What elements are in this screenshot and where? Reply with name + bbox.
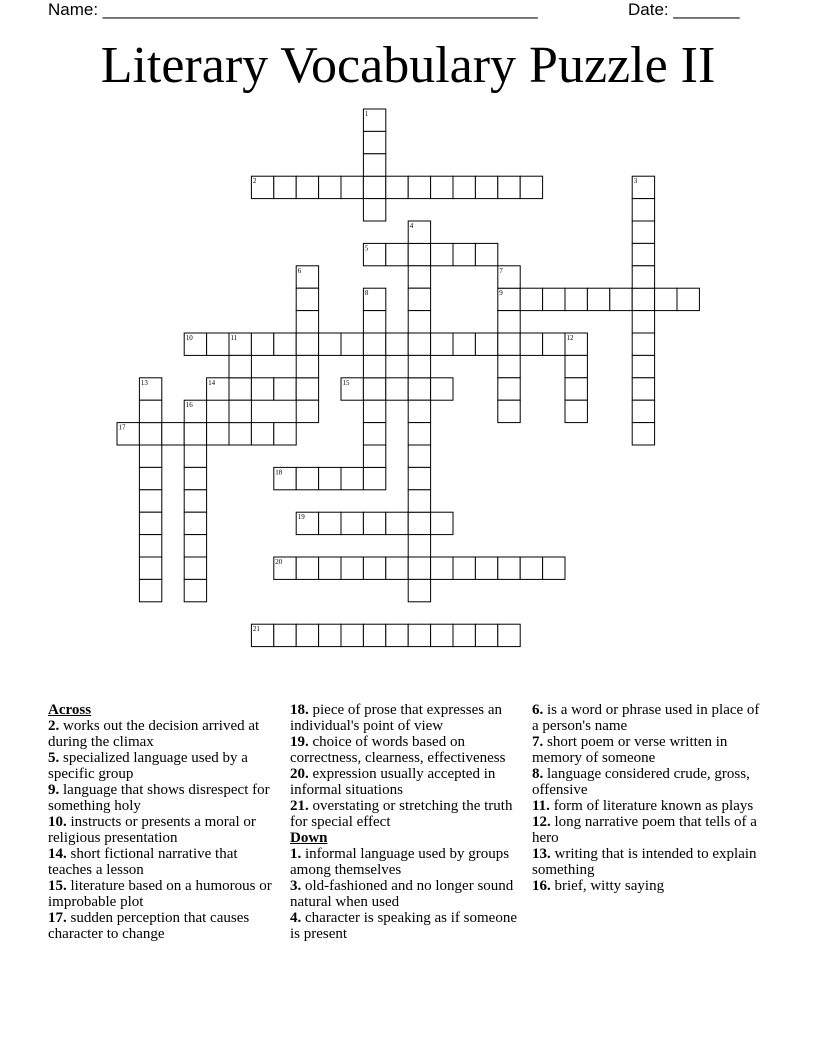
grid-cell[interactable] (139, 512, 161, 534)
grid-cell[interactable] (408, 490, 430, 512)
grid-cell[interactable] (520, 176, 542, 198)
grid-cell[interactable] (498, 288, 520, 310)
grid-cell[interactable] (408, 378, 430, 400)
grid-cell[interactable] (274, 176, 296, 198)
grid-cell[interactable] (475, 624, 497, 646)
clue-number: 19. (290, 734, 309, 750)
grid-cell[interactable] (319, 512, 341, 534)
cell-number: 8 (364, 289, 369, 298)
clue-text: overstating or stretching the truth for special effect (290, 798, 513, 830)
clue-number: 20. (290, 766, 309, 782)
clue-item (48, 910, 276, 942)
grid-cell[interactable] (498, 333, 520, 355)
grid-cell[interactable] (139, 378, 161, 400)
grid-cell[interactable] (296, 288, 318, 310)
grid-cell[interactable] (408, 243, 430, 265)
grid-cell[interactable] (475, 333, 497, 355)
grid-cell[interactable] (520, 557, 542, 579)
down-heading: Down (290, 830, 328, 846)
grid-cell[interactable] (363, 243, 385, 265)
grid-cell[interactable] (139, 579, 161, 601)
grid-cell[interactable] (363, 131, 385, 153)
grid-cell[interactable] (341, 624, 363, 646)
grid-cell[interactable] (363, 445, 385, 467)
grid-cell[interactable] (475, 243, 497, 265)
cell-number: 3 (633, 177, 638, 186)
cell-number: 12 (566, 334, 574, 342)
grid-cell[interactable] (184, 333, 206, 355)
puzzle-title: Literary Vocabulary Puzzle II (100, 37, 716, 94)
grid-cell[interactable] (408, 535, 430, 557)
clue-text: expression usually accepted in informal situations (290, 766, 496, 798)
clue-number: 7. (532, 734, 544, 750)
grid-cell[interactable] (565, 288, 587, 310)
grid-cell[interactable] (453, 333, 475, 355)
grid-cell[interactable] (139, 445, 161, 467)
grid-cell[interactable] (207, 423, 229, 445)
clue-number: 17. (48, 910, 67, 926)
grid-cell[interactable] (296, 557, 318, 579)
clue-text: form of literature known as plays (549, 798, 754, 814)
grid-cell[interactable] (408, 512, 430, 534)
grid-cell[interactable] (184, 579, 206, 601)
cell-number: 21 (252, 625, 260, 634)
grid-cell[interactable] (431, 557, 453, 579)
grid-cell[interactable] (632, 311, 654, 333)
clue-text: instructs or presents a moral or religious presentation (48, 814, 256, 846)
grid-cell[interactable] (229, 423, 251, 445)
clue-item (290, 766, 522, 798)
grid-cell[interactable] (408, 288, 430, 310)
cell-number: 16 (185, 401, 193, 410)
grid-cell[interactable] (408, 221, 430, 243)
grid-cell[interactable] (632, 199, 654, 221)
grid-cell[interactable] (408, 266, 430, 288)
grid-cell[interactable] (296, 333, 318, 355)
grid-cell[interactable] (139, 423, 161, 445)
grid-cell[interactable] (274, 467, 296, 489)
clue-text: is a word or phrase used in place of a person's name (532, 702, 760, 734)
grid-cell[interactable] (251, 423, 273, 445)
grid-cell[interactable] (408, 557, 430, 579)
clue-text: short poem or verse written in memory of someone (532, 734, 728, 766)
clue-item (48, 878, 276, 910)
grid-cell[interactable] (341, 512, 363, 534)
clue-number: 1. (290, 846, 302, 862)
clue-item (290, 878, 522, 910)
clue-number: 18. (290, 702, 309, 718)
grid-cell[interactable] (296, 266, 318, 288)
grid-cell[interactable] (251, 624, 273, 646)
grid-cell[interactable] (632, 288, 654, 310)
clue-text: short fictional narrative that teaches a lesson (48, 846, 238, 878)
grid-cell[interactable] (565, 400, 587, 422)
grid-cell[interactable] (139, 490, 161, 512)
grid-cell[interactable] (207, 378, 229, 400)
grid-cell[interactable] (431, 624, 453, 646)
clue-number: 15. (48, 878, 67, 894)
grid-cell[interactable] (184, 400, 206, 422)
grid-cell[interactable] (363, 557, 385, 579)
cell-number: 20 (275, 558, 283, 566)
grid-cell[interactable] (408, 400, 430, 422)
grid-cell[interactable] (319, 467, 341, 489)
grid-cell[interactable] (229, 333, 251, 355)
grid-cell[interactable] (453, 624, 475, 646)
grid-cell[interactable] (363, 311, 385, 333)
grid-cell[interactable] (453, 243, 475, 265)
grid-cell[interactable] (498, 311, 520, 333)
grid-cell[interactable] (363, 288, 385, 310)
grid-cell[interactable] (431, 176, 453, 198)
clue-item (48, 846, 276, 878)
grid-cell[interactable] (207, 333, 229, 355)
grid-cell[interactable] (229, 400, 251, 422)
grid-cell[interactable] (162, 423, 184, 445)
grid-cell[interactable] (319, 624, 341, 646)
clue-item (48, 814, 276, 846)
grid-cell[interactable] (251, 378, 273, 400)
clues-column-2 (290, 702, 522, 942)
clue-number: 4. (290, 910, 302, 926)
grid-cell[interactable] (431, 512, 453, 534)
clue-number: 5. (48, 750, 60, 766)
grid-cell[interactable] (587, 288, 609, 310)
clue-item (290, 734, 522, 766)
cell-number: 10 (185, 334, 193, 342)
clue-number: 12. (532, 814, 551, 830)
grid-cell[interactable] (296, 400, 318, 422)
clue-item (290, 702, 522, 734)
grid-cell[interactable] (274, 423, 296, 445)
grid-cell[interactable] (543, 557, 565, 579)
grid-cell[interactable] (431, 333, 453, 355)
grid-cell[interactable] (363, 333, 385, 355)
clue-item (532, 814, 764, 846)
grid-cell[interactable] (408, 579, 430, 601)
clues-column-1 (48, 702, 276, 942)
grid-cell[interactable] (408, 333, 430, 355)
grid-cell[interactable] (408, 445, 430, 467)
clue-item (290, 798, 522, 830)
grid-cell[interactable] (341, 378, 363, 400)
grid-cell[interactable] (431, 378, 453, 400)
cell-number: 4 (409, 222, 414, 230)
grid-cell[interactable] (498, 355, 520, 377)
grid-cell[interactable] (543, 333, 565, 355)
grid-cell[interactable] (632, 355, 654, 377)
grid-cell[interactable] (677, 288, 699, 310)
grid-cell[interactable] (408, 423, 430, 445)
grid-cell[interactable] (184, 445, 206, 467)
grid-cell[interactable] (386, 557, 408, 579)
grid-cell[interactable] (296, 311, 318, 333)
grid-cell[interactable] (296, 176, 318, 198)
clue-number: 3. (290, 878, 302, 894)
grid-cell[interactable] (184, 512, 206, 534)
grid-cell[interactable] (408, 624, 430, 646)
grid-cell[interactable] (498, 176, 520, 198)
cell-number: 2 (252, 177, 257, 186)
grid-cell[interactable] (229, 378, 251, 400)
grid-cell[interactable] (363, 176, 385, 198)
grid-cell[interactable] (498, 624, 520, 646)
grid-cell[interactable] (520, 288, 542, 310)
clue-number: 9. (48, 782, 60, 798)
grid-cell[interactable] (251, 176, 273, 198)
grid-cell[interactable] (632, 423, 654, 445)
grid-cell[interactable] (319, 176, 341, 198)
grid-cell[interactable] (184, 423, 206, 445)
clue-item (532, 702, 764, 734)
grid-cell[interactable] (274, 378, 296, 400)
cell-number: 17 (118, 423, 126, 432)
clue-item (532, 734, 764, 766)
grid-cell[interactable] (475, 557, 497, 579)
grid-cell[interactable] (363, 624, 385, 646)
clue-item (290, 910, 522, 942)
grid-cell[interactable] (274, 333, 296, 355)
grid-cell[interactable] (184, 490, 206, 512)
grid-cell[interactable] (453, 557, 475, 579)
clue-text: writing that is intended to explain something (532, 846, 757, 878)
grid-cell[interactable] (498, 400, 520, 422)
clue-text: brief, witty saying (550, 878, 665, 894)
grid-cell[interactable] (229, 355, 251, 377)
cell-number: 9 (499, 289, 503, 298)
cell-number: 1 (364, 110, 369, 118)
clue-item (48, 782, 276, 814)
grid-cell[interactable] (363, 109, 385, 131)
clue-text: language considered crude, gross, offensive (532, 766, 750, 798)
grid-cell[interactable] (632, 333, 654, 355)
grid-cell[interactable] (632, 378, 654, 400)
clues-column-3 (532, 702, 764, 894)
grid-cell[interactable] (363, 400, 385, 422)
cell-number: 5 (364, 244, 369, 253)
grid-cell[interactable] (386, 243, 408, 265)
cell-number: 19 (297, 513, 305, 522)
clue-text: informal language used by groups among themselves (290, 846, 510, 878)
grid-cell[interactable] (520, 333, 542, 355)
cell-number: 11 (230, 334, 238, 342)
grid-cell[interactable] (274, 624, 296, 646)
grid-cell[interactable] (341, 333, 363, 355)
grid-cell[interactable] (184, 467, 206, 489)
grid-cell[interactable] (408, 467, 430, 489)
grid-cell[interactable] (386, 333, 408, 355)
grid-cell[interactable] (431, 243, 453, 265)
grid-cell[interactable] (319, 557, 341, 579)
grid-cell[interactable] (363, 355, 385, 377)
grid-cell[interactable] (610, 288, 632, 310)
grid-cell[interactable] (655, 288, 677, 310)
grid-cell[interactable] (386, 378, 408, 400)
grid-cell[interactable] (632, 243, 654, 265)
clue-text: old-fashioned and no longer sound natural when used (290, 878, 514, 910)
clue-text: sudden perception that causes character to change (48, 910, 250, 942)
grid-cell[interactable] (296, 512, 318, 534)
clue-number: 11. (532, 798, 550, 814)
grid-cell[interactable] (363, 199, 385, 221)
across-heading: Across (48, 702, 92, 718)
grid-cell[interactable] (498, 378, 520, 400)
grid-cell[interactable] (139, 535, 161, 557)
grid-cell[interactable] (453, 176, 475, 198)
clue-text: specialized language used by a specific group (48, 750, 248, 782)
grid-cell[interactable] (498, 266, 520, 288)
clue-number: 10. (48, 814, 67, 830)
clue-number: 8. (532, 766, 544, 782)
grid-cell[interactable] (363, 154, 385, 176)
cell-number: 15 (342, 378, 350, 387)
grid-cell[interactable] (363, 378, 385, 400)
grid-cell[interactable] (184, 535, 206, 557)
grid-cell[interactable] (408, 311, 430, 333)
grid-cell[interactable] (386, 176, 408, 198)
grid-cell[interactable] (274, 557, 296, 579)
grid-cell[interactable] (632, 221, 654, 243)
clue-number: 2. (48, 718, 60, 734)
grid-cell[interactable] (408, 355, 430, 377)
grid-cell[interactable] (139, 557, 161, 579)
clue-text: literature based on a humorous or improbable plot (48, 878, 272, 910)
clue-item (532, 878, 764, 894)
date-line[interactable]: Date: _______ (628, 0, 740, 19)
cell-number: 6 (297, 266, 302, 275)
clue-item (532, 766, 764, 798)
grid-cell[interactable] (632, 176, 654, 198)
clue-number: 14. (48, 846, 67, 862)
grid-cell[interactable] (632, 266, 654, 288)
grid-cell[interactable] (296, 624, 318, 646)
clue-number: 13. (532, 846, 551, 862)
grid-cell[interactable] (498, 557, 520, 579)
clue-text: long narrative poem that tells of a hero (532, 814, 757, 846)
clue-number: 6. (532, 702, 544, 718)
grid-cell[interactable] (341, 467, 363, 489)
grid-cell[interactable] (408, 176, 430, 198)
clue-item (532, 846, 764, 878)
grid-cell[interactable] (475, 176, 497, 198)
grid-cell[interactable] (565, 378, 587, 400)
grid-cell[interactable] (363, 423, 385, 445)
grid-cell[interactable] (296, 467, 318, 489)
clue-number: 16. (532, 878, 551, 894)
cell-number: 13 (140, 378, 148, 387)
grid-cell[interactable] (296, 355, 318, 377)
grid-cell[interactable] (565, 333, 587, 355)
grid-cell[interactable] (386, 512, 408, 534)
grid-cell[interactable] (543, 288, 565, 310)
name-line[interactable]: Name: ______________________________________________ (48, 0, 538, 19)
clue-text: language that shows disrespect for something holy (48, 782, 270, 814)
grid-cell[interactable] (363, 467, 385, 489)
clue-text: choice of words based on correctness, clearness, effectiveness (290, 734, 506, 766)
clue-item (290, 846, 522, 878)
grid-cell[interactable] (184, 557, 206, 579)
grid-cell[interactable] (139, 400, 161, 422)
grid-cell[interactable] (341, 557, 363, 579)
grid-cell[interactable] (251, 333, 273, 355)
grid-cell[interactable] (117, 423, 139, 445)
cell-number: 7 (499, 266, 503, 275)
grid-cell[interactable] (139, 467, 161, 489)
clue-text: works out the decision arrived at during the climax (48, 718, 260, 750)
grid-cell[interactable] (386, 624, 408, 646)
clue-item (48, 750, 276, 782)
grid-cell[interactable] (363, 512, 385, 534)
clue-item (532, 798, 764, 814)
clue-number: 21. (290, 798, 309, 814)
grid-cell[interactable] (319, 333, 341, 355)
clue-text: character is speaking as if someone is present (290, 910, 517, 942)
clue-item (48, 718, 276, 750)
grid-cell[interactable] (632, 400, 654, 422)
grid-cell[interactable] (565, 355, 587, 377)
grid-cell[interactable] (296, 378, 318, 400)
clue-text: piece of prose that expresses an individual's point of view (290, 702, 503, 734)
grid-cell[interactable] (341, 176, 363, 198)
cell-number: 14 (208, 378, 216, 387)
cell-number: 18 (275, 468, 283, 477)
